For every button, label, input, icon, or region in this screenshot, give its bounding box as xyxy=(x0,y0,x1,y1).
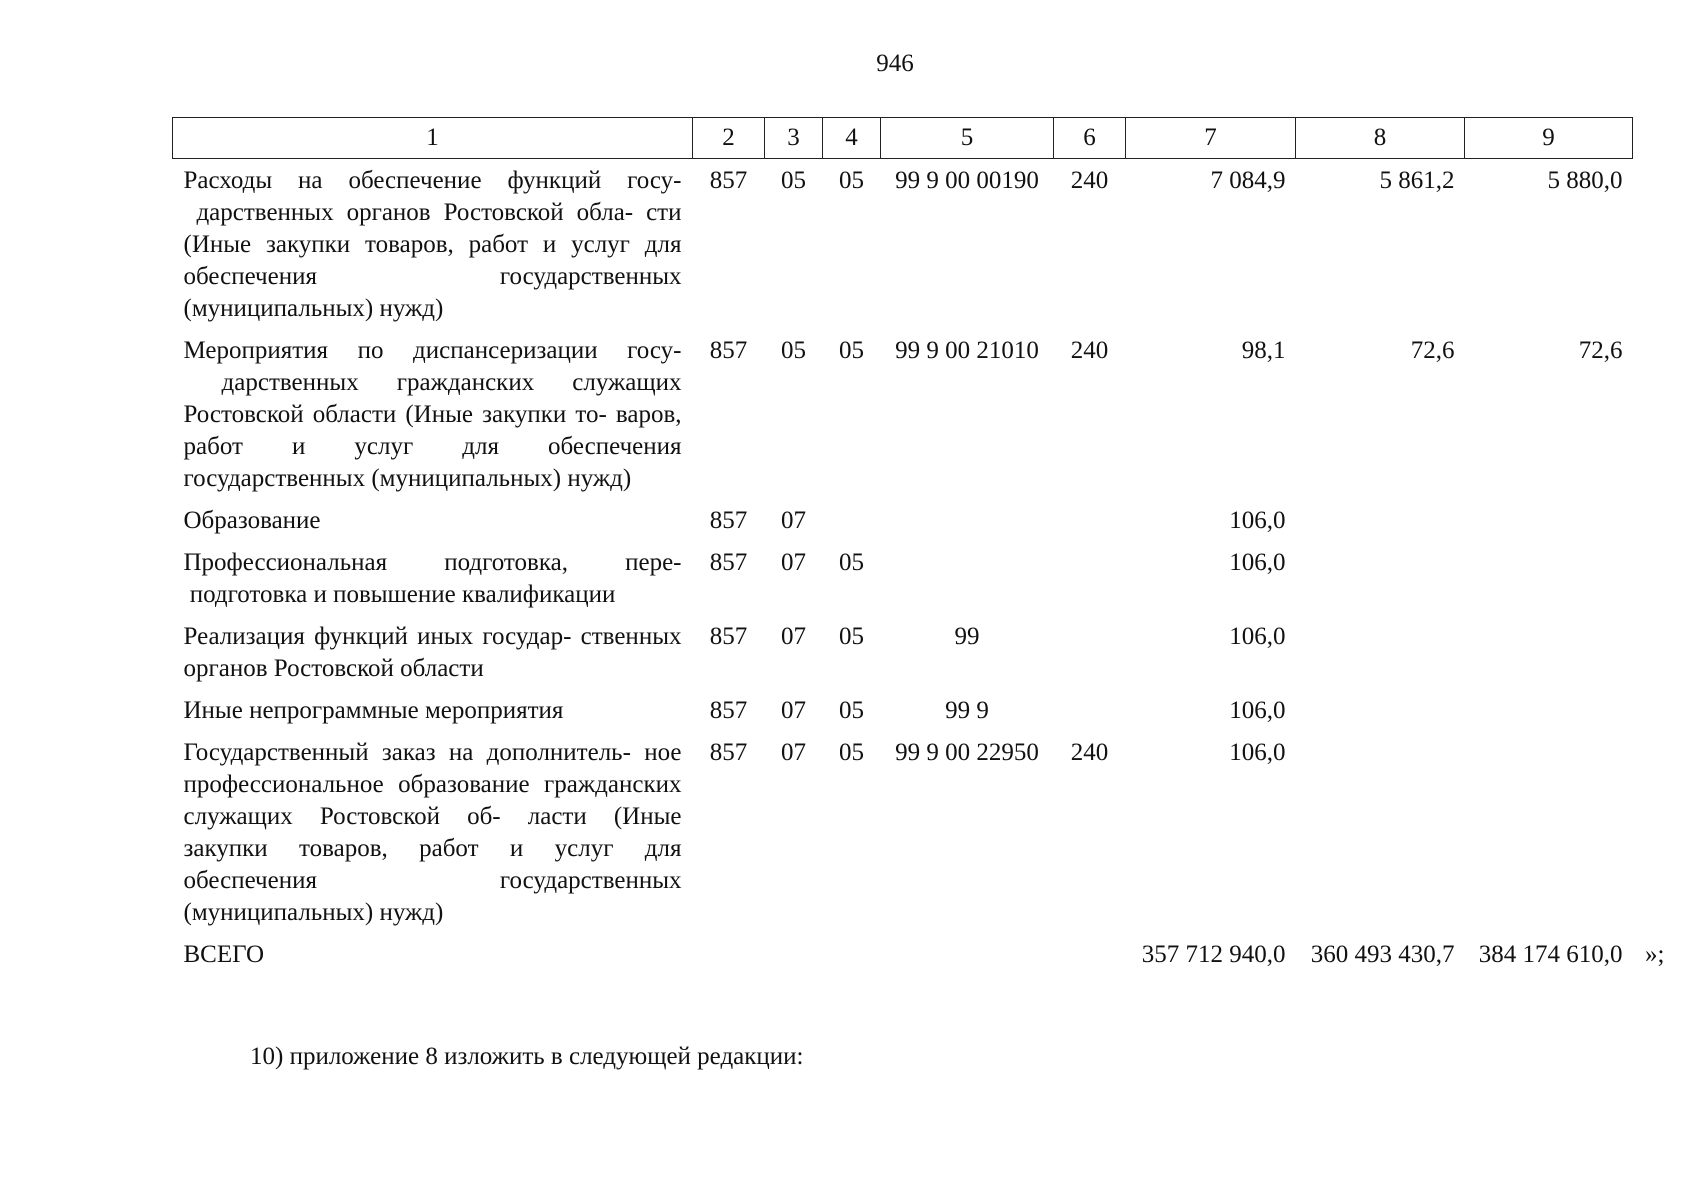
cell-subsection: 05 xyxy=(839,167,864,194)
cell-amount-8 xyxy=(1296,689,1465,731)
cell-ministry: 857 xyxy=(709,623,748,650)
row-name: Иные непрограммные мероприятия xyxy=(183,697,564,724)
total-amount-9: 384 174 610,0 xyxy=(1478,941,1623,968)
cell-target-article: 99 xyxy=(954,623,980,650)
cell-section: 07 xyxy=(781,697,806,724)
table-row xyxy=(173,329,1633,499)
cell-target-article: 99 9 00 00190 xyxy=(895,167,1039,194)
total-row xyxy=(173,933,1633,975)
cell-section: 05 xyxy=(781,337,806,364)
table-row xyxy=(173,731,1633,933)
cell-subsection: 05 xyxy=(839,623,864,650)
cell-ministry: 857 xyxy=(709,739,748,766)
column-header: 3 xyxy=(765,118,823,159)
cell-amount-7: 106,0 xyxy=(1229,697,1286,724)
cell-amount-9 xyxy=(1465,615,1633,689)
column-header: 9 xyxy=(1465,118,1633,159)
cell-section: 07 xyxy=(781,507,806,534)
cell-subsection: 05 xyxy=(839,697,864,724)
cell-ministry: 857 xyxy=(709,697,748,724)
cell-amount-7: 98,1 xyxy=(1241,337,1286,364)
column-header: 5 xyxy=(881,118,1054,159)
cell-section: 07 xyxy=(781,739,806,766)
cell-section: 07 xyxy=(781,549,806,576)
cell-amount-9 xyxy=(1465,689,1633,731)
cell-amount-7: 106,0 xyxy=(1229,549,1286,576)
cell-amount-8 xyxy=(1296,615,1465,689)
cell-amount-9: 5 880,0 xyxy=(1547,167,1623,194)
table-row xyxy=(173,499,1633,541)
cell-expense-type xyxy=(1054,689,1126,731)
total-amount-8: 360 493 430,7 xyxy=(1310,941,1455,968)
closing-quote-mark: »; xyxy=(1645,941,1665,968)
cell-amount-7: 106,0 xyxy=(1229,623,1286,650)
cell-target-article xyxy=(881,499,1054,541)
budget-table xyxy=(172,117,1665,975)
cell-amount-8: 72,6 xyxy=(1410,337,1455,364)
row-name: Профессиональная подготовка, пере- подготовка и повышение квалификации xyxy=(183,549,682,608)
cell-amount-7: 106,0 xyxy=(1229,507,1286,534)
total-amount-7: 357 712 940,0 xyxy=(1141,941,1286,968)
cell-ministry: 857 xyxy=(709,337,748,364)
cell-ministry: 857 xyxy=(709,549,748,576)
cell-amount-8 xyxy=(1296,731,1465,933)
page-number: 946 xyxy=(876,50,914,77)
column-header: 4 xyxy=(823,118,881,159)
column-header: 7 xyxy=(1126,118,1296,159)
cell-expense-type xyxy=(1054,499,1126,541)
cell-amount-8 xyxy=(1296,499,1465,541)
cell-section: 05 xyxy=(781,167,806,194)
cell-expense-type xyxy=(1054,541,1126,615)
row-name: Реализация функций иных государ- ственных органов Ростовской области xyxy=(183,623,682,682)
cell-section: 07 xyxy=(781,623,806,650)
cell-amount-9: 72,6 xyxy=(1578,337,1623,364)
row-name: Расходы на обеспечение функций госу- дарственных органов Ростовской обла- сти (Иные закупки товаров, работ и услуг для обеспечения государственных (муниципальных) нужд) xyxy=(183,167,682,322)
row-name: Мероприятия по диспансеризации госу- дарственных гражданских служащих Ростовской области (Иные закупки то- варов, работ и услуг для обеспечения государственных (муниципальных) нужд) xyxy=(183,337,682,492)
cell-target-article xyxy=(881,541,1054,615)
cell-subsection: 05 xyxy=(839,549,864,576)
cell-subsection: 05 xyxy=(839,337,864,364)
column-header: 6 xyxy=(1054,118,1126,159)
cell-subsection xyxy=(823,499,881,541)
cell-amount-8: 5 861,2 xyxy=(1379,167,1455,194)
cell-subsection: 05 xyxy=(839,739,864,766)
cell-amount-9 xyxy=(1465,499,1633,541)
row-name: Государственный заказ на дополнитель- ное профессиональное образование гражданских служащих Ростовской об- ласти (Иные закупки товаров, работ и услуг для обеспечения государственных (муниципальных) нужд) xyxy=(183,739,682,926)
column-header: 8 xyxy=(1296,118,1465,159)
cell-amount-7: 106,0 xyxy=(1229,739,1286,766)
row-name: Образование xyxy=(183,507,321,534)
column-header: 2 xyxy=(693,118,765,159)
cell-expense-type: 240 xyxy=(1070,167,1109,194)
column-header: 1 xyxy=(173,118,693,159)
table-header-row xyxy=(173,118,1633,159)
cell-expense-type xyxy=(1054,615,1126,689)
table-row xyxy=(173,159,1633,330)
cell-ministry: 857 xyxy=(709,507,748,534)
total-amount-9-cell xyxy=(1465,933,1665,975)
cell-target-article: 99 9 xyxy=(945,697,989,724)
table-row xyxy=(173,541,1633,615)
cell-target-article: 99 9 00 22950 xyxy=(895,739,1039,766)
table-row xyxy=(173,689,1633,731)
cell-amount-9 xyxy=(1465,541,1633,615)
cell-amount-9 xyxy=(1465,731,1633,933)
total-label: ВСЕГО xyxy=(183,941,265,968)
cell-expense-type: 240 xyxy=(1070,739,1109,766)
cell-amount-7: 7 084,9 xyxy=(1210,167,1286,194)
cell-amount-8 xyxy=(1296,541,1465,615)
cell-expense-type: 240 xyxy=(1070,337,1109,364)
cell-target-article: 99 9 00 21010 xyxy=(895,337,1039,364)
cell-ministry: 857 xyxy=(709,167,748,194)
table-row xyxy=(173,615,1633,689)
footer-instruction: 10) приложение 8 изложить в следующей редакции: xyxy=(250,1043,804,1070)
